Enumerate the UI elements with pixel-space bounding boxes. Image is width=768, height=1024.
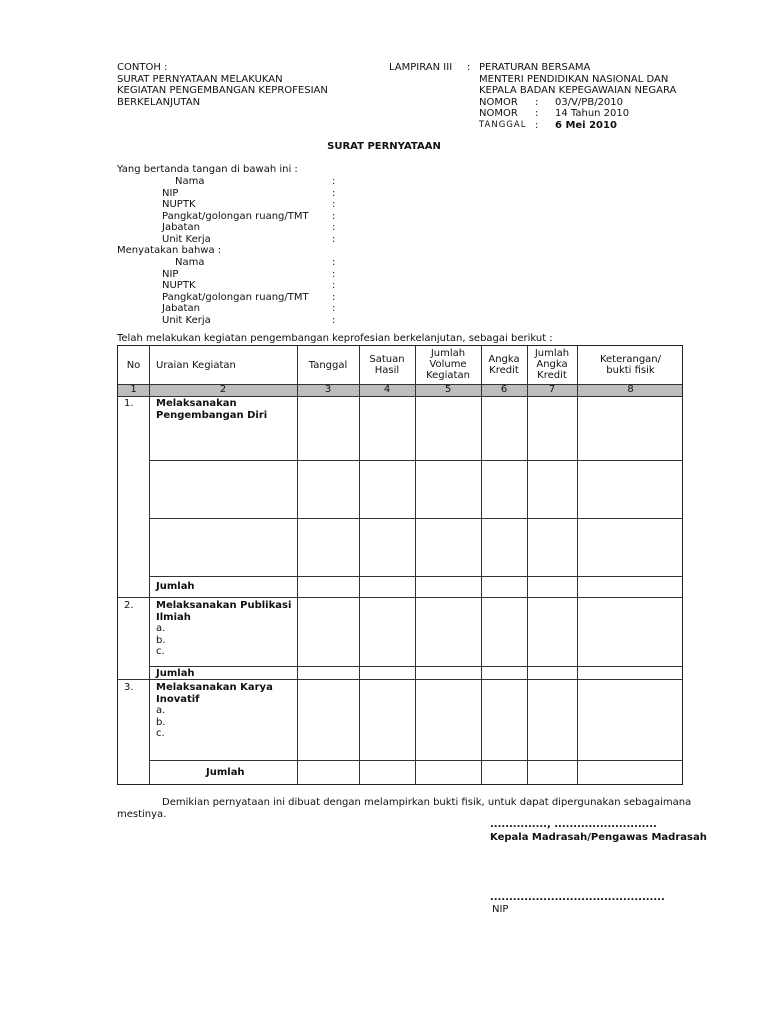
- section-item: a.: [156, 705, 166, 716]
- column-number: 8: [627, 384, 634, 395]
- field-label: Pangkat/golongan ruang/TMT: [162, 291, 309, 303]
- header-line: Kredit: [537, 370, 567, 381]
- lampiran-label: LAMPIRAN III: [389, 62, 453, 73]
- column-number: 7: [548, 384, 556, 395]
- header-line: Volume: [429, 359, 467, 370]
- field-colon: :: [332, 187, 336, 199]
- header-uraian: Uraian Kegiatan: [156, 360, 236, 371]
- section-title: [156, 398, 267, 421]
- section-title-line: Inovatif: [156, 693, 200, 705]
- signer-fields: [0, 176, 768, 246]
- header-left-line: CONTOH :: [117, 62, 168, 73]
- header-line: Kegiatan: [426, 370, 470, 381]
- header-left-line: BERKELANJUTAN: [117, 96, 201, 108]
- form-example-label: [117, 62, 328, 108]
- section-body: [156, 600, 291, 658]
- section-total: Jumlah: [156, 668, 195, 679]
- field-label: Jabatan: [162, 222, 200, 233]
- column-number: 2: [219, 384, 227, 395]
- column-divider: [577, 346, 578, 784]
- column-number: 6: [500, 384, 508, 395]
- field-label: NIP: [162, 187, 179, 199]
- field-colon: :: [332, 210, 336, 222]
- regulation-line: MENTERI PENDIDIKAN NASIONAL DAN: [479, 73, 669, 85]
- field-colon: :: [332, 222, 336, 233]
- section-title-line: Melaksanakan: [156, 398, 237, 409]
- column-divider: [359, 346, 360, 784]
- signature-line: ..............................................: [490, 892, 665, 903]
- section-title-line: Melaksanakan Karya: [156, 682, 273, 693]
- regulation-line: PERATURAN BERSAMA: [479, 62, 591, 73]
- header-tanggal: Tanggal: [308, 360, 348, 371]
- reg-field-value: 14 Tahun 2010: [555, 108, 630, 119]
- regulation-date-row: [479, 120, 699, 132]
- intro-signer: Yang bertanda tangan di bawah ini :: [117, 164, 298, 175]
- lampiran-colon: :: [467, 62, 471, 73]
- header-angka-kredit: [481, 354, 527, 376]
- reg-field-label: NOMOR: [479, 96, 518, 108]
- header-line: Angka: [488, 354, 520, 365]
- section-total: Jumlah: [156, 581, 195, 592]
- header-left-line: KEGIATAN PENGEMBANGAN KEPROFESIAN: [117, 85, 328, 96]
- field-label: Nama: [175, 176, 205, 187]
- section-item: c.: [156, 728, 165, 739]
- reg-field-label: NOMOR: [479, 108, 518, 119]
- section-number: 3.: [124, 682, 134, 693]
- signer-title: Kepala Madrasah/Pengawas Madrasah: [490, 832, 707, 843]
- column-divider: [297, 346, 298, 784]
- row-divider: [149, 666, 682, 667]
- column-number: 5: [444, 384, 452, 395]
- nip-label: NIP: [492, 904, 509, 915]
- column-divider: [415, 346, 416, 784]
- header-line: Hasil: [374, 365, 400, 376]
- field-label: Pangkat/golongan ruang/TMT: [162, 210, 309, 222]
- header-no: No: [126, 360, 141, 371]
- row-divider: [149, 518, 682, 519]
- field-colon: :: [332, 291, 336, 303]
- field-colon: :: [332, 314, 336, 326]
- reg-field-colon: :: [535, 119, 539, 131]
- section-title-line: Pengembangan Diri: [156, 409, 268, 421]
- field-label: NUPTK: [162, 199, 196, 210]
- section-total: Jumlah: [206, 767, 245, 778]
- closing-statement: Demikian pernyataan ini dibuat dengan melampirkan bukti fisik, untuk dapat dipergunakan sebagaimana: [162, 797, 692, 808]
- header-line: Kredit: [489, 365, 519, 376]
- column-divider: [527, 346, 528, 784]
- row-divider: [149, 760, 682, 761]
- header-left-line: SURAT PERNYATAAN MELAKUKAN: [117, 73, 283, 85]
- field-colon: :: [332, 199, 336, 210]
- field-colon: :: [332, 303, 336, 314]
- section-number: 2.: [124, 600, 134, 611]
- header-line: Angka: [536, 359, 568, 370]
- section-item: a.: [156, 623, 166, 634]
- field-label: Unit Kerja: [162, 233, 211, 245]
- intro-subject: Menyatakan bahwa :: [117, 245, 222, 256]
- section-item: c.: [156, 646, 165, 657]
- header-line: Keterangan/: [599, 354, 662, 365]
- field-label: NIP: [162, 268, 179, 280]
- regulation-number-row: [479, 108, 699, 120]
- column-divider: [481, 346, 482, 784]
- field-colon: :: [332, 176, 336, 187]
- column-number: 3: [324, 384, 332, 395]
- section-body: [156, 682, 273, 740]
- header-line: Jumlah: [430, 348, 466, 359]
- regulation-number-row: [479, 97, 699, 109]
- column-divider: [149, 346, 150, 784]
- regulation-line: KEPALA BADAN KEPEGAWAIAN NEGARA: [479, 85, 677, 96]
- header-line: bukti fisik: [606, 365, 655, 376]
- row-divider: [149, 460, 682, 461]
- header-line: Satuan: [369, 354, 405, 365]
- place-date-line: ..............., ...........................: [490, 819, 657, 830]
- regulation-block: [479, 62, 699, 131]
- section-title-line: Ilmiah: [156, 611, 191, 623]
- field-label: Nama: [175, 257, 205, 268]
- reg-field-value: 03/V/PB/2010: [555, 96, 624, 108]
- row-divider: [149, 576, 682, 577]
- section-divider: [118, 679, 682, 680]
- section-divider: [118, 597, 682, 598]
- column-number: 1: [130, 384, 137, 395]
- header-satuan-hasil: [359, 354, 415, 376]
- column-number: 4: [383, 384, 391, 395]
- closing-statement-end: mestinya.: [117, 809, 167, 820]
- field-colon: :: [332, 233, 336, 245]
- reg-field-label: TANGGAL: [479, 119, 527, 130]
- section-number: 1.: [124, 398, 134, 409]
- activity-table: [117, 345, 683, 785]
- reg-field-colon: :: [535, 108, 539, 119]
- reg-field-colon: :: [535, 96, 539, 108]
- header-line: Jumlah: [534, 348, 570, 359]
- field-label: NUPTK: [162, 280, 196, 291]
- section-item: b.: [156, 716, 166, 728]
- field-colon: :: [332, 280, 336, 291]
- header-volume: [415, 348, 481, 381]
- field-label: Unit Kerja: [162, 314, 211, 326]
- table-intro: Telah melakukan kegiatan pengembangan keprofesian berkelanjutan, sebagai berikut :: [117, 333, 553, 344]
- field-colon: :: [332, 257, 336, 268]
- field-colon: :: [332, 268, 336, 280]
- document-title: SURAT PERNYATAAN: [327, 141, 441, 152]
- section-item: b.: [156, 634, 166, 646]
- header-jumlah-angka-kredit: [527, 348, 577, 381]
- reg-field-value: 6 Mei 2010: [555, 119, 617, 131]
- field-label: Jabatan: [162, 303, 200, 314]
- section-title-line: Melaksanakan Publikasi: [156, 600, 292, 611]
- subject-fields: [0, 257, 768, 327]
- header-keterangan: [577, 354, 684, 376]
